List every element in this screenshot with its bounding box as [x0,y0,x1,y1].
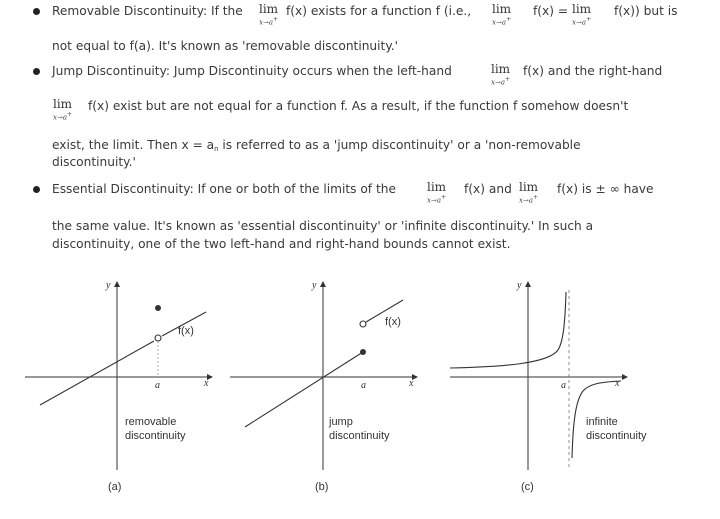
bullet-jump [33,68,40,75]
fx-label: f(x) [178,325,194,337]
y-axis-label: y [517,280,522,291]
a-tick-label: a [361,380,366,391]
graph-jump [225,270,435,510]
limit-plus-superscript: + [505,76,511,83]
lim-removable-1: lim x→a+ [259,2,279,27]
x-axis-label: x [204,378,209,389]
removable-text-4: f(x)) but is [614,4,678,18]
jump-text-line3: exist, the limit. Then $x = a_n$ is referred to as a 'jump discontinuity' or a 'non-removable [52,138,581,153]
essential-text-1: Essential Discontinuity: If one or both of the limits of the [52,182,396,196]
removable-text-3: f(x) = [533,4,569,18]
graph-label-line2: discontinuity [329,430,390,442]
essential-text-2: f(x) and [464,182,512,196]
y-axis-label: y [106,280,111,291]
graph-label-line2: discontinuity [586,430,647,442]
essential-text-line3: discontinuity, one of the two left-hand and right-hand bounds cannot exist. [52,237,511,251]
jump-text-2: f(x) and the right-hand [523,64,663,78]
jump-text-line4: discontinuity.' [52,155,136,169]
curve-left [450,292,566,368]
x-axis-label: x [409,378,414,389]
open-point [155,335,161,341]
lim-essential-2: lim x→a+ [519,180,539,205]
graph-label-line2: discontinuity [125,430,186,442]
graph-label-line1: infinite [586,416,618,428]
limit-plus-superscript: + [586,16,592,23]
a-tick-label: a [561,380,566,391]
filled-point [360,349,366,355]
lim-jump-1: lim x→a+ [491,62,511,87]
open-point [360,321,366,327]
fx-label: f(x) [385,316,401,328]
removable-text-2: f(x) exists for a function f (i.e., [286,4,472,18]
jump-text-3: f(x) exist but are not equal for a function f. As a result, if the function f somehow doesn't [88,99,629,113]
essential-text-3: f(x) is ± ∞ have [557,182,654,196]
graph-label-line1: jump [329,416,353,428]
graph-caption: (a) [108,481,122,493]
lim-jump-2: lim x→a+ [53,97,73,122]
essential-text-line2: the same value. It's known as 'essential discontinuity' or 'infinite discontinuity.' In such a [52,219,594,233]
removable-text-1: Removable Discontinuity: If the [52,4,243,18]
jump-text-1: Jump Discontinuity: Jump Discontinuity occurs when the left-hand [52,64,452,78]
filled-point [155,305,161,311]
graph-infinite [445,270,655,510]
graph-label-line1: removable [125,416,177,428]
limit-plus-superscript: + [441,194,447,201]
lim-essential-1: lim x→a+ [427,180,447,205]
removable-text-line2: not equal to f(a). It's known as 'removable discontinuity.' [52,39,399,53]
graph-caption: (b) [315,481,329,493]
lim-removable-2: lim x→a+ [492,2,512,27]
x-axis-label: x [615,378,620,389]
limit-plus-superscript: + [67,111,73,118]
a-tick-label: a [155,380,160,391]
limit-plus-superscript: + [506,16,512,23]
lim-removable-3: lim x→a+ [572,2,592,27]
function-line [40,341,154,405]
bullet-removable [33,8,40,15]
graph-removable [20,270,230,510]
y-axis-label: y [312,280,317,291]
bullet-essential [33,186,40,193]
limit-plus-superscript: + [273,16,279,23]
graph-caption: (c) [521,481,534,493]
limit-plus-superscript: + [533,194,539,201]
